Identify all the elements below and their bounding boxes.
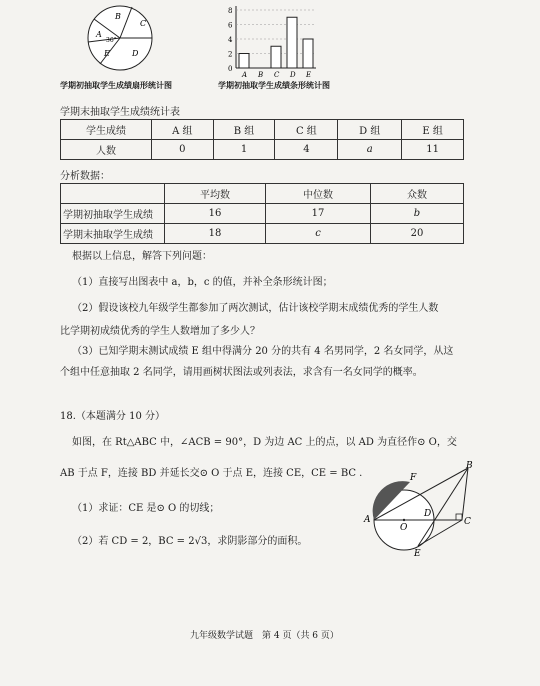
end-table-row bbox=[61, 140, 464, 160]
y-tick-label: 0 bbox=[228, 65, 233, 73]
end-th-1: A 组 bbox=[152, 120, 214, 140]
end-td-3: 4 bbox=[275, 140, 338, 160]
analysis-row bbox=[61, 224, 464, 244]
an-td-1-3: 20 bbox=[371, 224, 464, 244]
q17-part3-line2: 个组中任意抽取 2 名同学，请用画树状图法或列表法，求含有一名女同学的概率。 bbox=[60, 367, 423, 378]
fig-label-b: B bbox=[466, 461, 473, 471]
analysis-table bbox=[60, 183, 464, 244]
end-table-header-row bbox=[61, 120, 464, 140]
end-table bbox=[60, 119, 464, 160]
an-td-1-2: c bbox=[266, 224, 371, 244]
end-th-4: D 组 bbox=[338, 120, 402, 140]
q17-intro: 根据以上信息，解答下列问题： bbox=[72, 251, 212, 262]
an-td-0-3: b bbox=[371, 204, 464, 224]
bar-caption: 学期初抽取学生成绩条形统计图 bbox=[218, 81, 330, 90]
pie-angle-label: 36° bbox=[106, 37, 117, 44]
q17-part3-line1: （3）已知学期末测试成绩 E 组中得满分 20 分的共有 4 名男同学，2 名女同学，从这 bbox=[72, 346, 454, 357]
geometry-figure bbox=[360, 458, 480, 558]
q17-part2-line2: 比学期初成绩优秀的学生人数增加了多少人？ bbox=[60, 326, 260, 337]
end-th-5: E 组 bbox=[402, 120, 464, 140]
page-footer: 九年级数学试题 第 4 页（共 6 页） bbox=[190, 631, 339, 641]
bar-chart bbox=[220, 4, 320, 80]
an-th-1: 平均数 bbox=[165, 184, 266, 204]
fig-label-f: F bbox=[410, 473, 417, 483]
q17-part1: （1）直接写出图表中 a，b，c 的值，并补全条形统计图； bbox=[72, 277, 333, 288]
x-tick-label: E bbox=[306, 71, 312, 79]
fig-label-o: O bbox=[400, 523, 408, 533]
fig-label-c: C bbox=[464, 517, 471, 527]
x-tick-label: A bbox=[242, 71, 248, 79]
end-th-0: 学生成绩 bbox=[61, 120, 152, 140]
fig-label-a: A bbox=[364, 515, 371, 525]
q18-sub1: （1）求证：CE 是⊙ O 的切线； bbox=[72, 503, 220, 514]
q18-line2: AB 于点 F，连接 BD 并延长交⊙ O 于点 E，连接 CE，CE = BC . bbox=[60, 468, 363, 479]
end-th-2: B 组 bbox=[213, 120, 275, 140]
x-tick-label: C bbox=[274, 71, 280, 79]
y-tick-label: 6 bbox=[228, 21, 233, 30]
y-tick-label: 8 bbox=[228, 7, 233, 15]
an-td-1-0: 学期末抽取学生成绩 bbox=[61, 224, 165, 244]
q18-heading: 18.（本题满分 10 分） bbox=[60, 411, 165, 422]
bar-a bbox=[239, 54, 249, 69]
y-tick-label: 2 bbox=[228, 50, 233, 59]
an-th-0 bbox=[61, 184, 165, 204]
x-tick-label: D bbox=[290, 71, 296, 79]
fig-label-e: E bbox=[414, 549, 421, 558]
pie-label-c: C bbox=[140, 19, 147, 28]
bar-c bbox=[271, 46, 281, 68]
end-th-3: C 组 bbox=[275, 120, 338, 140]
x-tick-label: B bbox=[258, 71, 264, 79]
end-td-5: 11 bbox=[402, 140, 464, 160]
an-td-0-0: 学期初抽取学生成绩 bbox=[61, 204, 165, 224]
end-td-2: 1 bbox=[213, 140, 275, 160]
bar-d bbox=[287, 17, 297, 68]
bar-e bbox=[303, 39, 313, 68]
an-th-2: 中位数 bbox=[266, 184, 371, 204]
end-table-title: 学期末抽取学生成绩统计表 bbox=[60, 107, 180, 118]
an-td-0-1: 16 bbox=[165, 204, 266, 224]
end-td-4: a bbox=[338, 140, 402, 160]
y-tick-label: 4 bbox=[228, 36, 233, 44]
end-td-0: 人数 bbox=[61, 140, 152, 160]
analysis-title: 分析数据： bbox=[60, 171, 110, 182]
pie-label-e: E bbox=[104, 49, 110, 58]
analysis-header-row bbox=[61, 184, 464, 204]
end-td-1: 0 bbox=[152, 140, 214, 160]
an-th-3: 众数 bbox=[371, 184, 464, 204]
an-td-1-1: 18 bbox=[165, 224, 266, 244]
fig-label-d: D bbox=[424, 509, 432, 519]
pie-caption: 学期初抽取学生成绩扇形统计图 bbox=[60, 81, 172, 90]
q18-line1: 如图，在 Rt△ABC 中，∠ACB = 90°，D 为边 AC 上的点，以 AD 为直径作⊙ O，交 bbox=[72, 437, 457, 448]
pie-label-a: A bbox=[96, 30, 102, 39]
pie-label-d: D bbox=[132, 49, 139, 58]
q18-sub2: （2）若 CD = 2，BC = 2√3，求阴影部分的面积。 bbox=[72, 536, 308, 547]
pie-label-b: B bbox=[115, 12, 121, 21]
an-td-0-2: 17 bbox=[266, 204, 371, 224]
pie-chart bbox=[60, 4, 180, 76]
q17-part2-line1: （2）假设该校九年级学生都参加了两次测试，估计该校学期末成绩优秀的学生人数 bbox=[72, 303, 439, 314]
analysis-row bbox=[61, 204, 464, 224]
